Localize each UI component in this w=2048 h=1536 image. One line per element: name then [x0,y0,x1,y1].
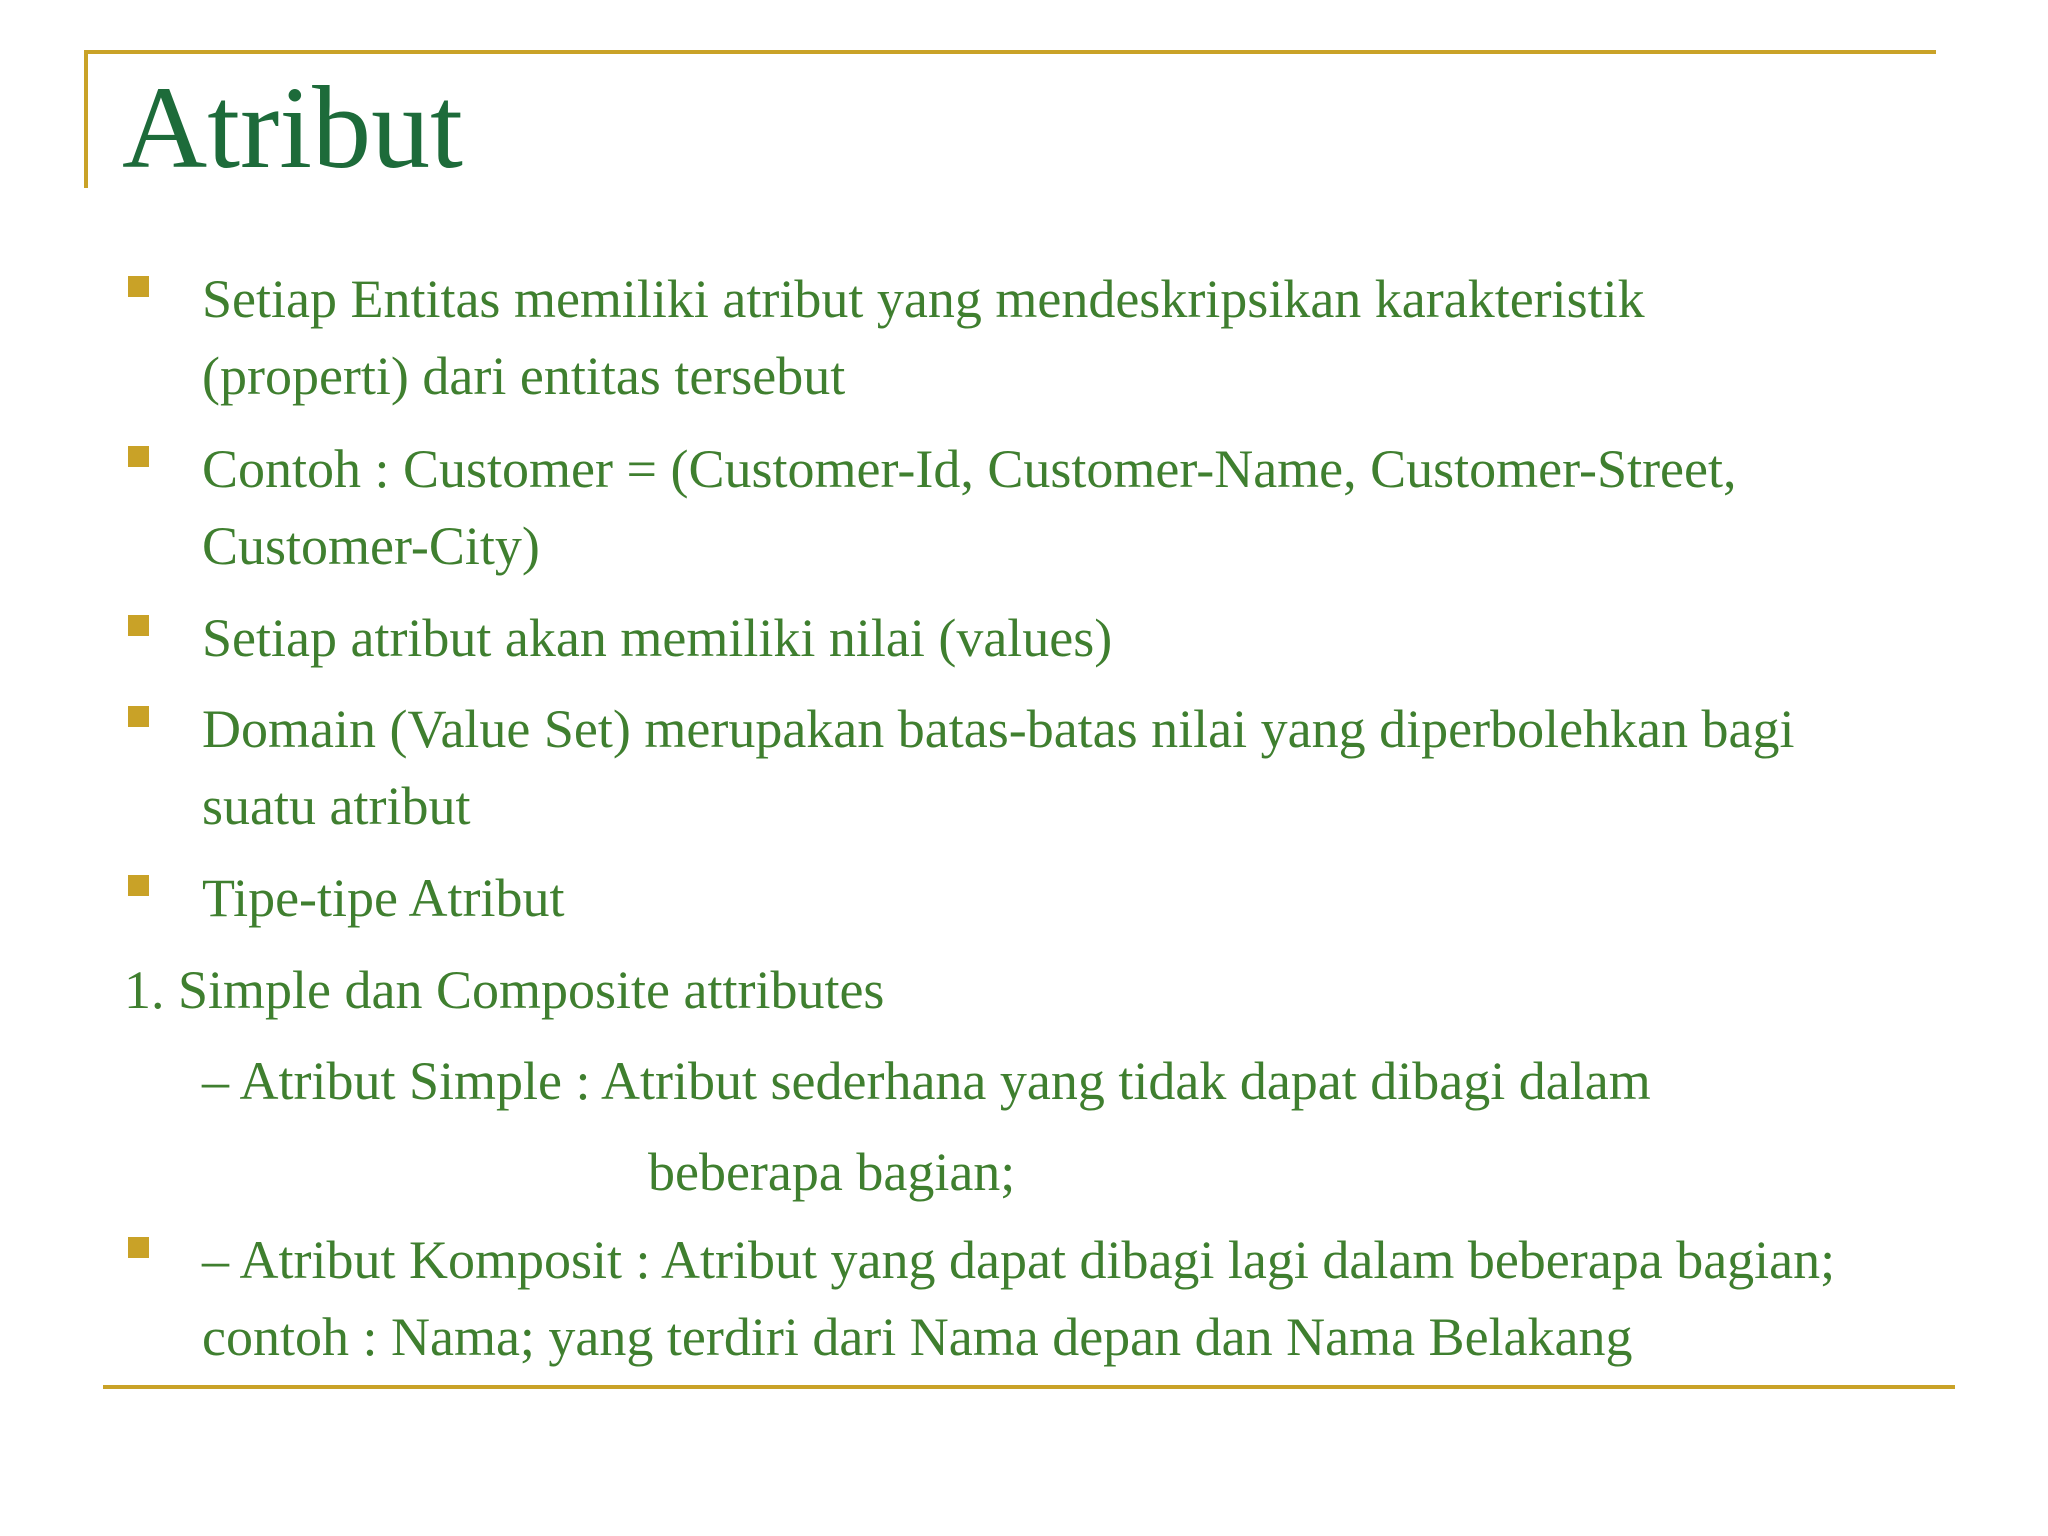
bullet-3-line-1: Setiap atribut akan memiliki nilai (values) [202,608,1113,668]
bullet-square-icon [128,875,149,896]
left-rule [84,50,88,188]
bullet-square-icon [128,706,149,727]
sub-item-line-2: beberapa bagian; [648,1142,1016,1202]
bullet-1-line-2: (properti) dari entitas tersebut [202,346,846,406]
bottom-rule [103,1385,1955,1389]
bullet-square-icon [128,1237,149,1258]
last-bullet-line-1: – Atribut Komposit : Atribut yang dapat dibagi lagi dalam beberapa bagian; [202,1230,1836,1290]
bullet-5-line-1: Tipe-tipe Atribut [202,868,565,928]
bullet-4-line-2: suatu atribut [202,776,471,836]
numbered-item: 1. Simple dan Composite attributes [124,960,885,1020]
bullet-2-line-2: Customer-City) [202,516,540,576]
slide-title: Atribut [122,62,463,193]
bullet-square-icon [128,615,149,636]
bullet-4-line-1: Domain (Value Set) merupakan batas-batas nilai yang diperbolehkan bagi [202,699,1795,759]
bullet-square-icon [128,276,149,297]
bullet-square-icon [128,446,149,467]
last-bullet-line-2: contoh : Nama; yang terdiri dari Nama depan dan Nama Belakang [202,1307,1633,1367]
top-rule [84,50,1936,54]
bullet-2-line-1: Contoh : Customer = (Customer-Id, Customer-Name, Customer-Street, [202,439,1737,499]
sub-item-line-1: – Atribut Simple : Atribut sederhana yang tidak dapat dibagi dalam [202,1051,1651,1111]
bullet-1-line-1: Setiap Entitas memiliki atribut yang mendeskripsikan karakteristik [202,269,1645,329]
